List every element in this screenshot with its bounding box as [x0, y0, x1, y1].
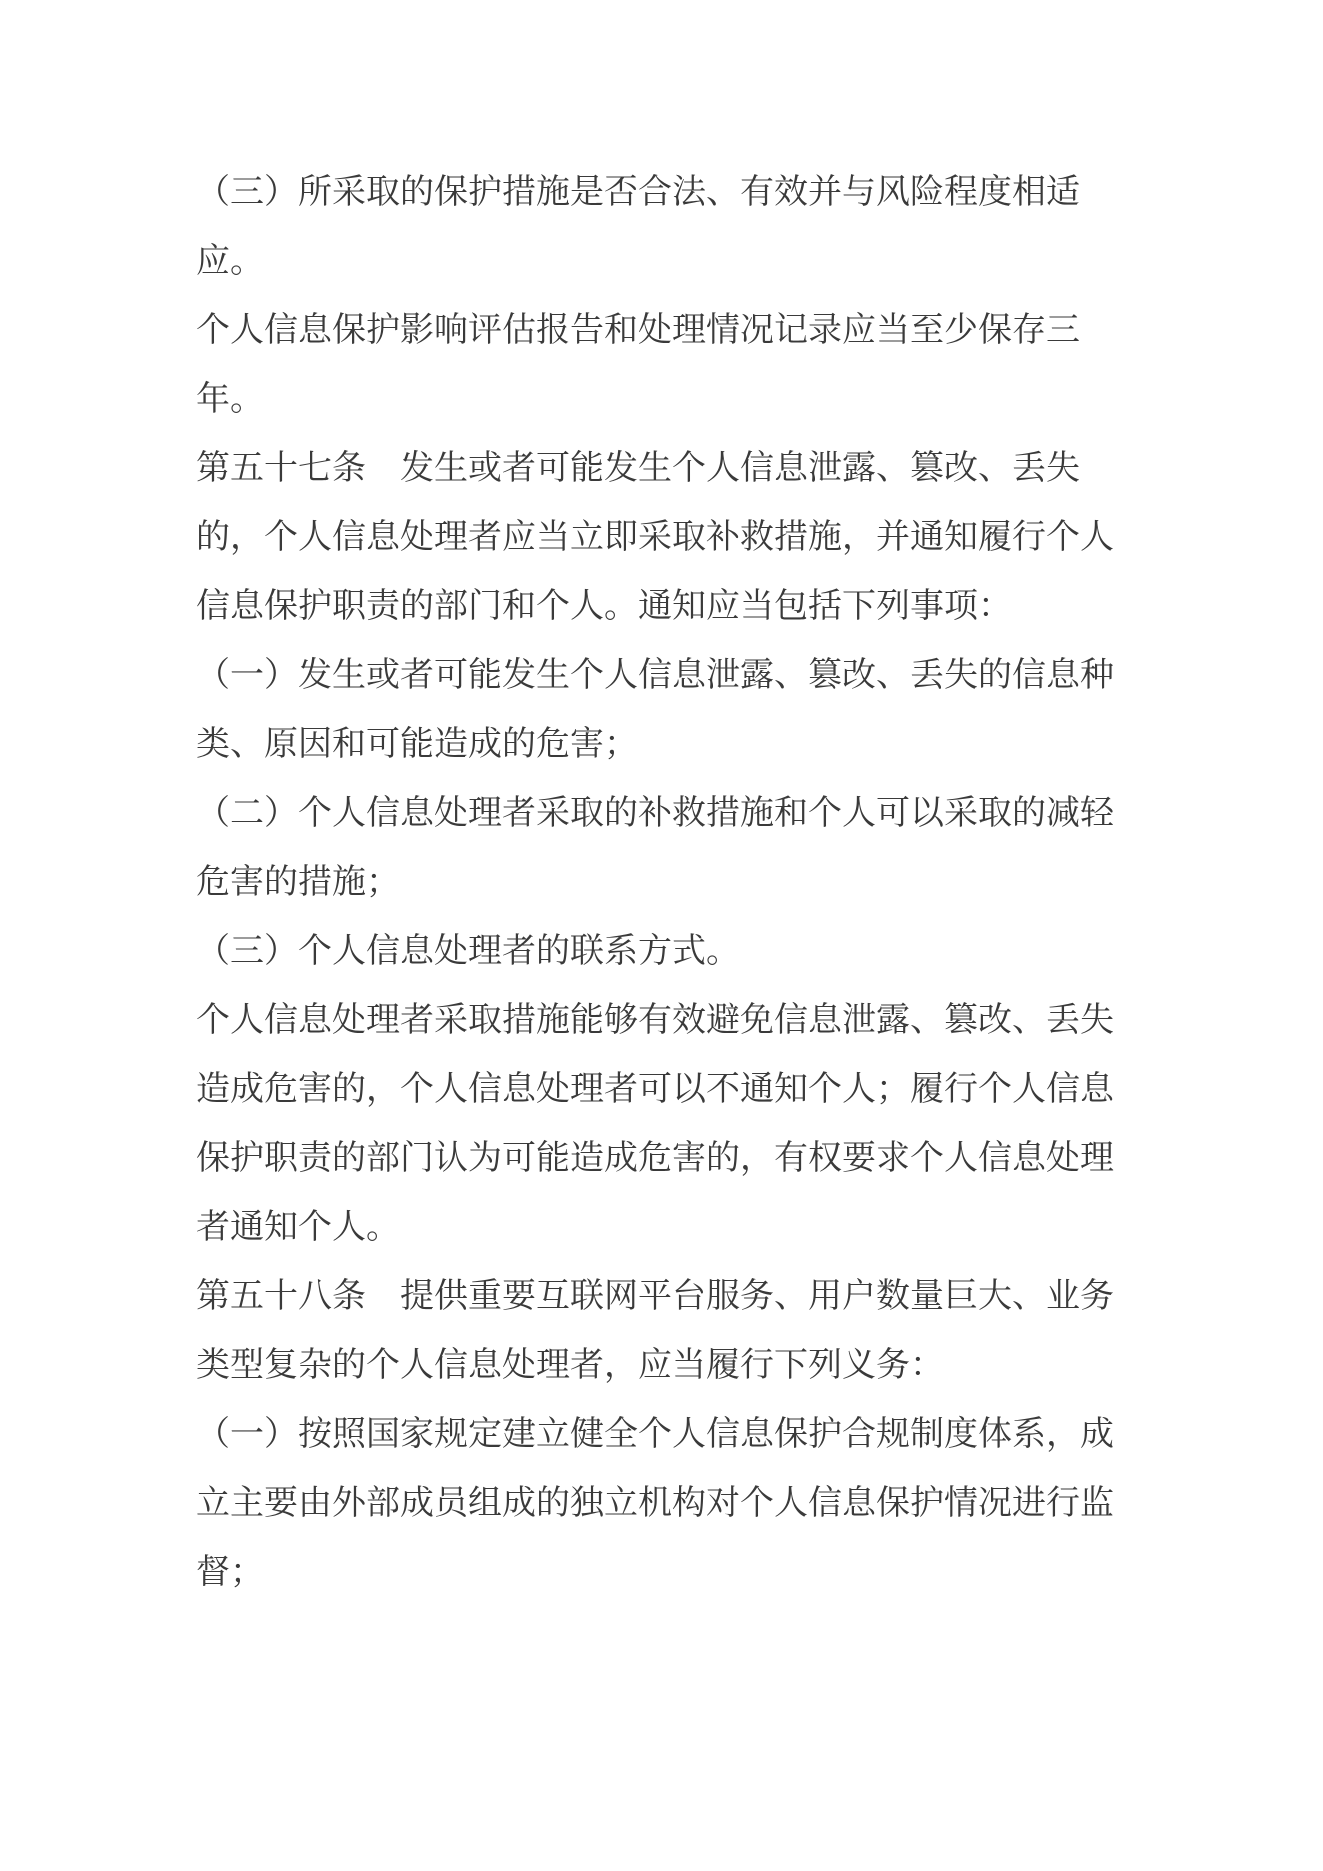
text-line: 保护职责的部门认为可能造成危害的，有权要求个人信息处理 — [196, 1140, 1114, 1177]
text-line: （三）个人信息处理者的联系方式。 — [196, 933, 740, 970]
paragraph — [196, 158, 1263, 296]
text-line: 类型复杂的个人信息处理者，应当履行下列义务： — [196, 1347, 944, 1384]
text-line: 个人信息处理者采取措施能够有效避免信息泄露、篡改、丢失 — [196, 1002, 1114, 1039]
text-line: 造成危害的，个人信息处理者可以不通知个人；履行个人信息 — [196, 1071, 1114, 1108]
text-line: （一）发生或者可能发生个人信息泄露、篡改、丢失的信息种 — [196, 657, 1114, 694]
text-line: 信息保护职责的部门和个人。通知应当包括下列事项： — [196, 588, 1012, 625]
text-line: 应。 — [196, 243, 264, 280]
text-line: 个人信息保护影响评估报告和处理情况记录应当至少保存三 — [196, 312, 1080, 349]
paragraph — [196, 296, 1263, 434]
paragraph-article-57 — [196, 434, 1263, 641]
text-line: 第五十七条 发生或者可能发生个人信息泄露、篡改、丢失 — [196, 450, 1080, 487]
text-line: 的，个人信息处理者应当立即采取补救措施，并通知履行个人 — [196, 519, 1114, 556]
text-line: 危害的措施； — [196, 864, 400, 901]
paragraph-item-3 — [196, 917, 1263, 986]
text-line: 第五十八条 提供重要互联网平台服务、用户数量巨大、业务 — [196, 1278, 1114, 1315]
document-body — [196, 158, 1263, 1607]
text-line: 类、原因和可能造成的危害； — [196, 726, 638, 763]
paragraph-item-2 — [196, 779, 1263, 917]
text-line: 者通知个人。 — [196, 1209, 400, 1246]
paragraph-article-58 — [196, 1262, 1263, 1400]
paragraph — [196, 986, 1263, 1262]
paragraph-item-1 — [196, 641, 1263, 779]
text-line: 立主要由外部成员组成的独立机构对个人信息保护情况进行监 — [196, 1485, 1114, 1522]
text-line: 年。 — [196, 381, 264, 418]
paragraph-item-1 — [196, 1400, 1263, 1607]
text-line: （三）所采取的保护措施是否合法、有效并与风险程度相适 — [196, 174, 1080, 211]
text-line: 督； — [196, 1554, 264, 1591]
text-line: （一）按照国家规定建立健全个人信息保护合规制度体系，成 — [196, 1416, 1114, 1453]
text-line: （二）个人信息处理者采取的补救措施和个人可以采取的减轻 — [196, 795, 1114, 832]
